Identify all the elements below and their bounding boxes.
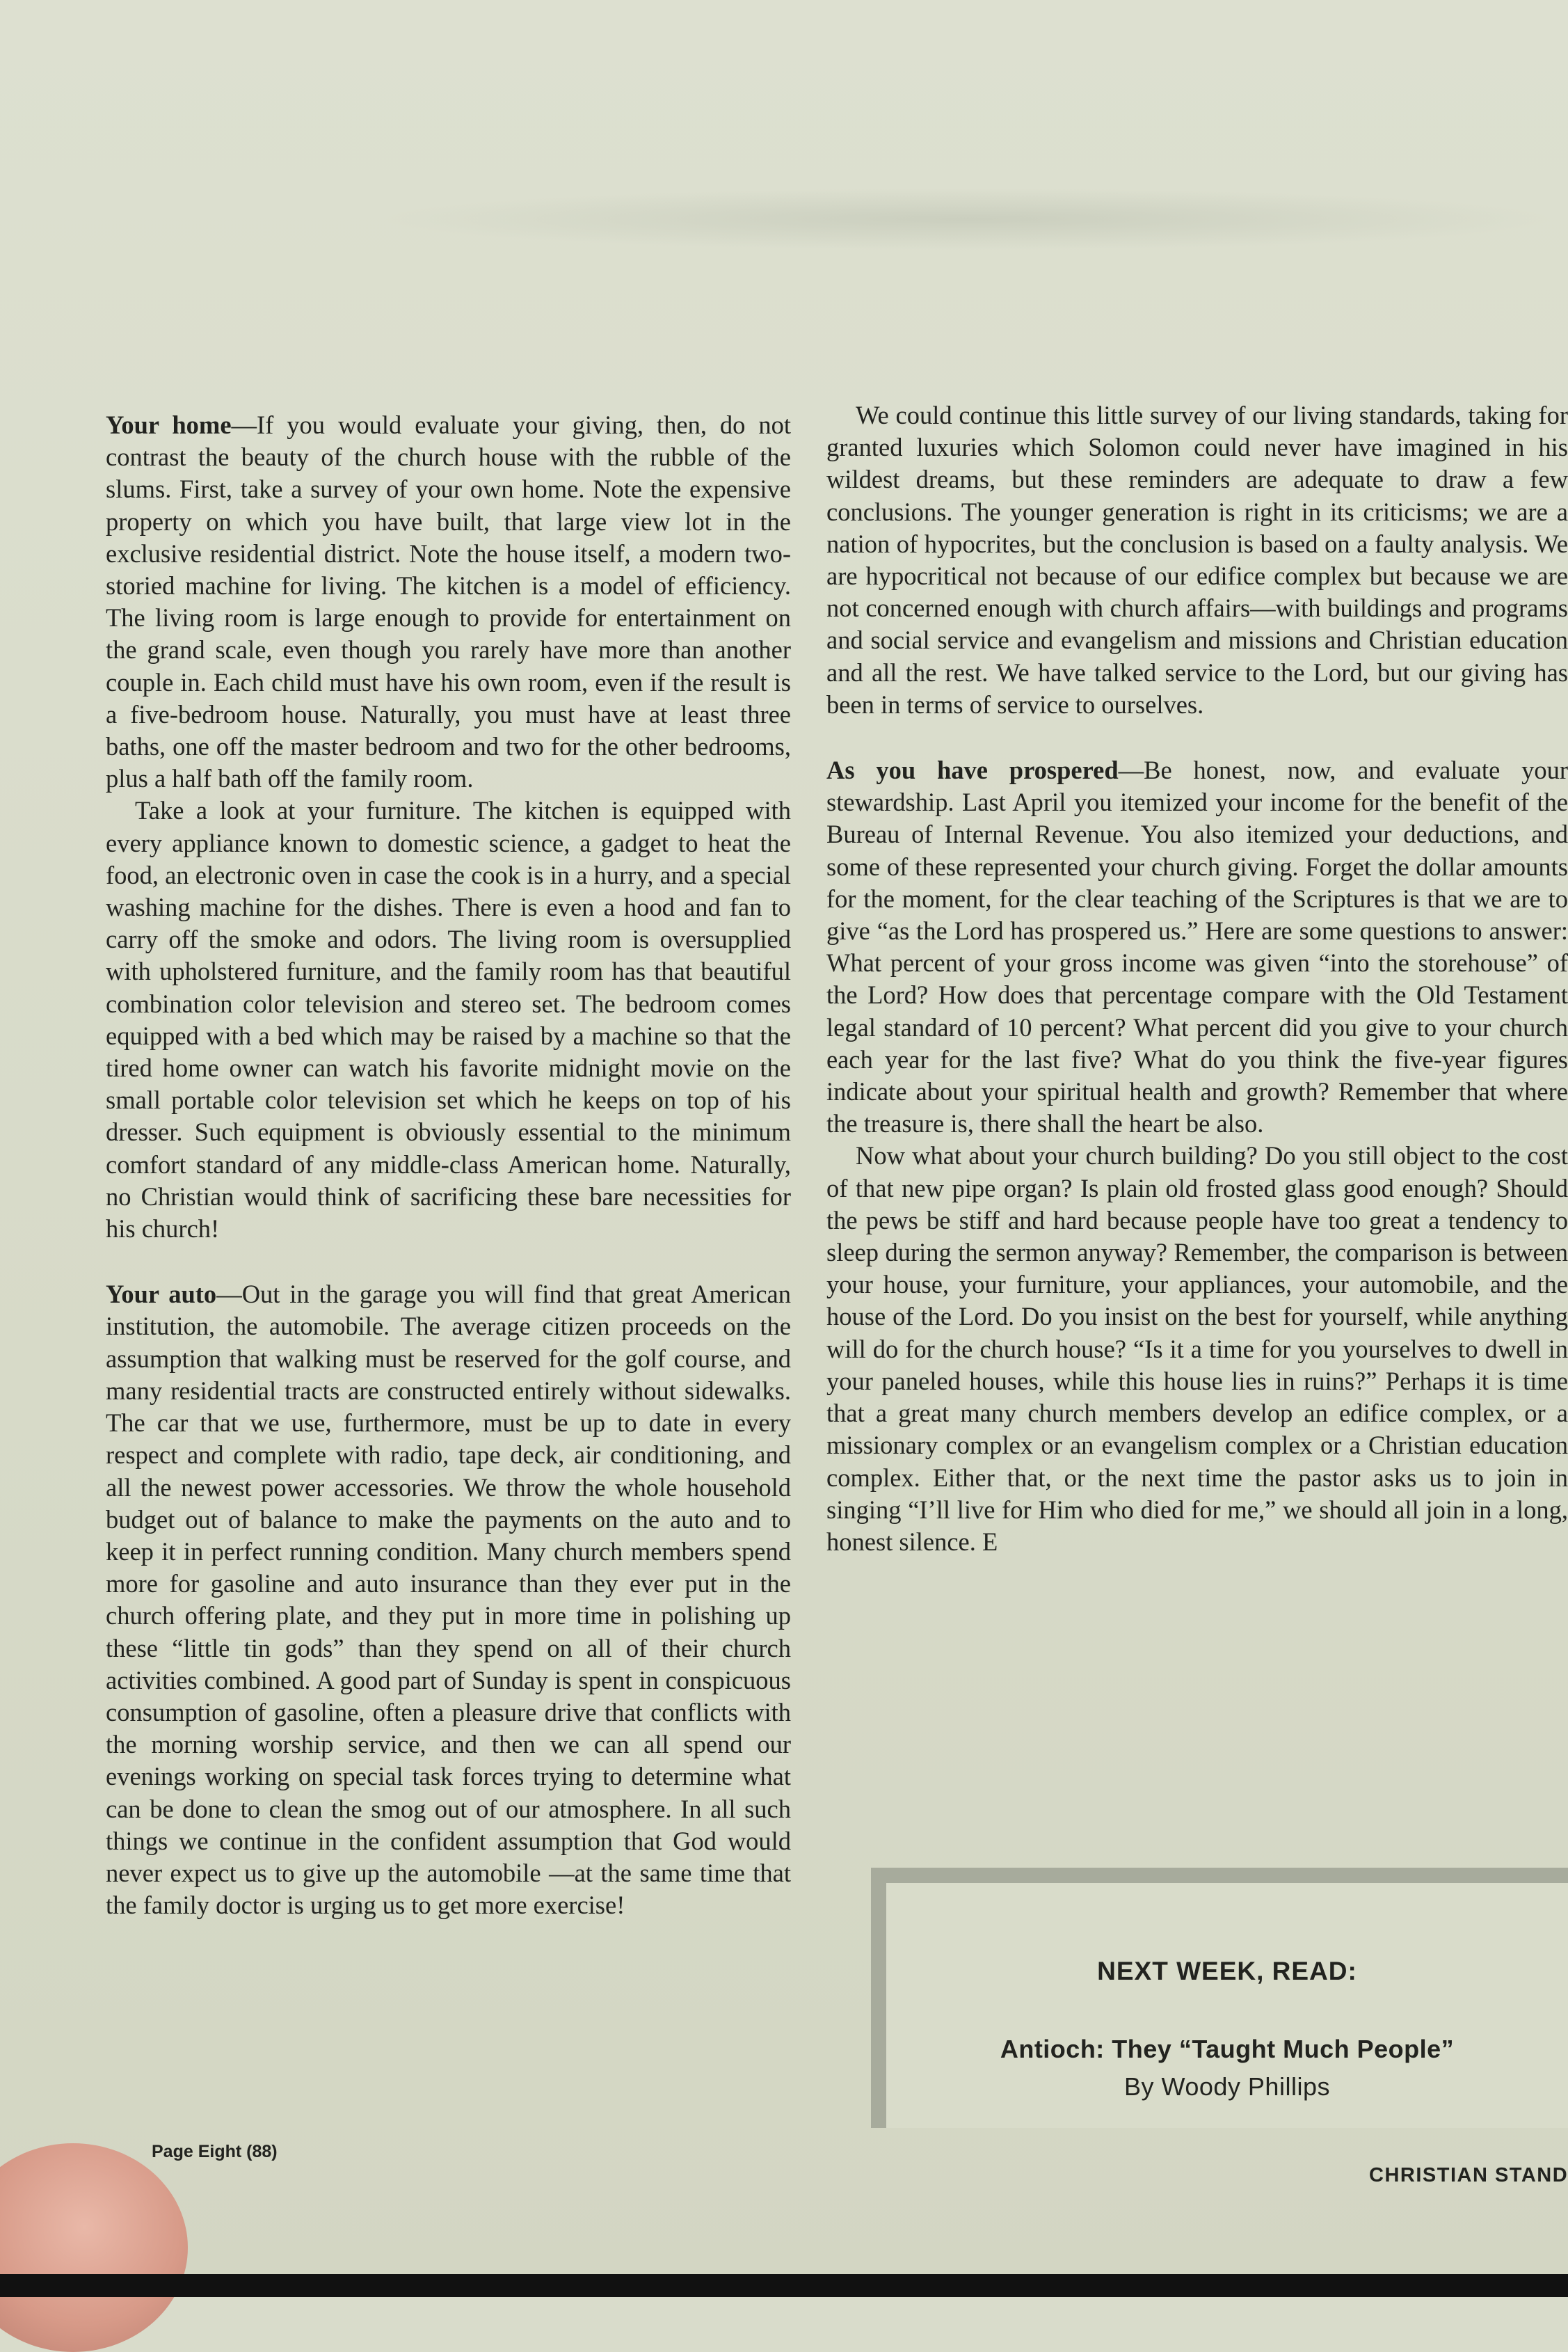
next-week-author: By Woody Phillips — [1124, 2072, 1330, 2101]
next-week-title: Antioch: They “Taught Much People” — [1000, 2035, 1455, 2063]
as-you-have-prospered-text: —Be honest, now, and evaluate your stewardship. Last April you itemized your income for the benefit of the Bureau of Internal Revenue. You also itemized your deductions, and some of these represented your church giving. Forget the dollar amounts for the moment, for the clear teaching of the Scriptures is that we are to give “as the Lord has prospered us.” Here are some questions to answer: What percent of your gross income was given “into the storehouse” of the Lord? How does that percentage compare with the Old Testament legal standard of 10 percent? What percent did you give to your church each year for the last five? What do you think the five-year figures indicate about your spiritual health and growth? Remember that where the treasure is, there shall the heart be also. — [826, 756, 1568, 1138]
show-through-headline — [376, 188, 1558, 251]
your-auto-paragraph — [106, 1278, 791, 1921]
scan-edge — [0, 2274, 1568, 2297]
section-gap — [106, 1245, 791, 1278]
next-week-box — [871, 1868, 1568, 2128]
your-auto-text: —Out in the garage you will find that great American institution, the automobile. The average citizen proceeds on the assumption that walking must be reserved for the golf course, and many residential tracts are constructed entirely without sidewalks. The car that we use, furthermore, must be up to date in every respect and complete with radio, tape deck, air conditioning, and all the newest power accessories. We throw the whole household budget out of balance to make the payments on the auto and to keep it in perfect running condition. Many church members spend more for gasoline and auto insurance than they ever put in the church offering plate, and they put in more time in polishing up these “little tin gods” than they spend on all of their church activities combined. A good part of Sunday is spent in conspicuous consumption of gasoline, often a pleasure drive that conflicts with the morning worship service, and then we can all spend our evenings working on special task forces trying to determine what can be done to clean the smog out of our atmosphere. In all such things we continue in the confident assumption that God would never expect us to give up the automobile —at the same time that the family doctor is urging us to get more exercise! — [106, 1280, 791, 1920]
church-building-paragraph — [826, 1140, 1568, 1558]
furniture-paragraph: Take a look at your furniture. The kitchen is equipped with every appliance known to domestic science, a gadget to heat the food, an electronic oven in case the cook is in a hurry, and a special washing machine for the dishes. There is even a hood and fan to carry off the smoke and odors. The living room is oversupplied with upholstered furniture, and the family room has that beautiful combination color television and stereo set. The bedroom comes equipped with a bed which may be raised by a machine so that the tired home owner can watch his favorite midnight movie on the small portable color television set which he keeps on top of his dresser. Such equipment is obviously essential to the minimum comfort standard of any middle-class American home. Naturally, no Christian would think of sacrificing these bare necessities for his church! — [106, 796, 791, 1243]
page-number-label: Page Eight (88) — [152, 2142, 278, 2161]
right-column — [826, 399, 1568, 1558]
your-auto-lead: Your auto — [106, 1280, 217, 1309]
as-you-have-prospered-lead: As you have prospered — [826, 756, 1119, 785]
survey-paragraph: We could continue this little survey of our living standards, taking for granted luxuries which Solomon could never have imagined in his wildest dreams, but these reminders are adequate to draw a few conclusions. The younger generation is right in its criticisms; we are a nation of hypocrites, but the conclusion is based on a faulty analysis. We are hypocritical not because of our edifice complex but because we are not concerned enough with church affairs—with buildings and programs and social service and evangelism and missions and Christian education and all the rest. We have talked service to the Lord, but our giving has been in terms of service to ourselves. — [826, 401, 1568, 719]
as-you-have-prospered-paragraph — [826, 754, 1568, 1140]
your-home-paragraph — [106, 409, 791, 795]
left-column — [106, 409, 791, 1921]
end-mark: E — [982, 1527, 998, 1556]
your-home-text: —If you would evaluate your giving, then, do not contrast the beauty of the church house with the rubble of the slums. First, take a survey of your own home. Note the expensive property on which you have built, that large view lot in the exclusive residential district. Note the house itself, a modern two-storied machine for living. The kitchen is a model of efficiency. The living room is large enough to provide for entertainment on the grand scale, even though you rarely have more than another couple in. Each child must have his own room, even if the result is a five-bedroom house. Naturally, you must have at least three baths, one off the master bedroom and two for the other bedrooms, plus a half bath off the family room. — [106, 411, 792, 793]
your-home-lead: Your home — [106, 411, 232, 439]
church-building-text: Now what about your church building? Do you still object to the cost of that new pipe organ? Is plain old frosted glass good enough? Should the pews be stiff and hard because people have too great a tendency to sleep during the sermon anyway? Remember, the comparison is between your house, your furniture, your appliances, your automobile, and the house of the Lord. Do you insist on the best for yourself, while anything will do for the church house? “Is it a time for you yourselves to dwell in your paneled houses, while this house lies in ruins?” Perhaps it is time that a great many church members develop an edifice complex, or a missionary complex or an evangelism complex or a Christian education complex. Either that, or the next time the pastor asks us to join in singing “I’ll live for Him who died for me,” we should all join in a long, honest silence. — [826, 1141, 1568, 1556]
magazine-name: CHRISTIAN STAND — [1369, 2164, 1568, 2186]
section-gap — [826, 721, 1568, 754]
next-week-heading: NEXT WEEK, READ: — [1097, 1957, 1357, 1985]
